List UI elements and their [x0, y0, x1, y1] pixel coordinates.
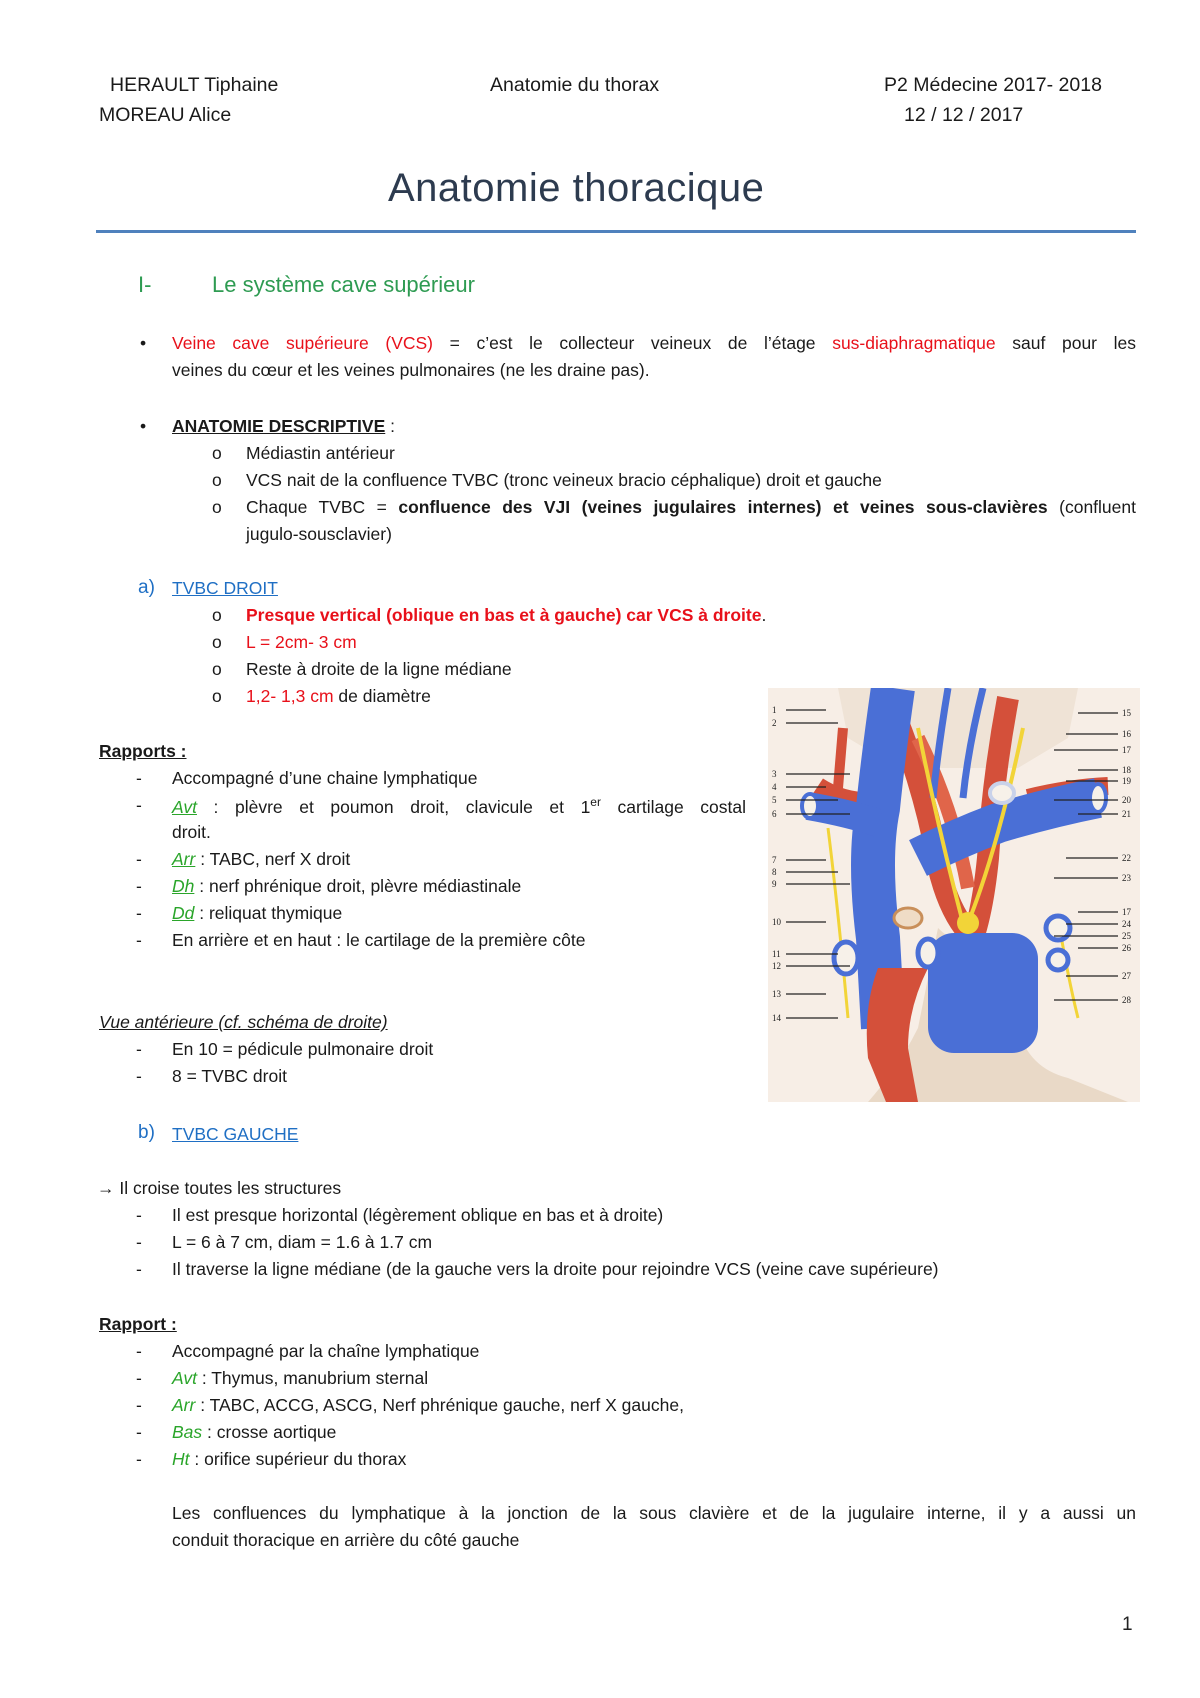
figure-label-right: 19 [1122, 776, 1131, 786]
figure-label-right: 17 [1122, 745, 1131, 755]
figure-label-left: 10 [772, 917, 781, 927]
tvbc-droit-item-1 [246, 605, 766, 626]
figure-label-left: 4 [772, 782, 777, 792]
tvbc-droit-o-2: o [212, 632, 222, 652]
rapports-1-title: Rapports : [99, 741, 187, 761]
vcs-red-term: sus-diaphragmatique [832, 333, 996, 353]
page-title: Anatomie thoracique [388, 166, 765, 210]
figure-label-left: 8 [772, 867, 777, 877]
rapport-2-paragraph-line-1: Les confluences du lymphatique à la jonction de la sous clavière et de la jugulaire interne, il y a aussi un [172, 1503, 1136, 1523]
vue-item-1: En 10 = pédicule pulmonaire droit [172, 1039, 434, 1059]
anat-o-1: o [212, 443, 222, 463]
anat-heading [172, 416, 395, 437]
rapports-1-dash-6: - [136, 930, 142, 950]
figure-label-right: 18 [1122, 765, 1131, 775]
anat-item-3-line-2: jugulo-sousclavier) [246, 524, 392, 544]
tvbc-droit-o-4: o [212, 686, 222, 706]
anat-label: ANATOMIE DESCRIPTIVE [172, 416, 386, 436]
rapport-2-item-3 [172, 1395, 684, 1416]
figure-label-right: 22 [1122, 853, 1131, 863]
rapport-2-arr: Arr [172, 1395, 196, 1415]
tvbc-gauche-intro-line [97, 1178, 341, 1199]
tvbc-droit-item-3: Reste à droite de la ligne médiane [246, 659, 512, 679]
rapports-1-item-2-sup: er [590, 795, 601, 809]
rapport-2-item-2 [172, 1368, 428, 1389]
rapports-1-dh: Dh [172, 876, 195, 896]
rapports-1-dash-2: - [136, 795, 142, 815]
figure-label-left: 9 [772, 879, 777, 889]
anat-item-3-bold: confluence des VJI (veines jugulaires internes) et veines sous-clavières [398, 497, 1048, 517]
tvbc-droit-o-3: o [212, 659, 222, 679]
anat-o-2: o [212, 470, 222, 490]
rapport-2-item-2-text: : Thymus, manubrium sternal [196, 1368, 429, 1388]
figure-label-left: 3 [772, 769, 777, 779]
tvbc-gauche-item-1: Il est presque horizontal (légèrement oblique en bas et à droite) [172, 1205, 664, 1225]
rapport-2-item-4 [172, 1422, 336, 1443]
author-2: MOREAU Alice [99, 104, 232, 126]
bullet-anat: • [140, 416, 147, 436]
vue-item-2: 8 = TVBC droit [172, 1066, 287, 1086]
tvbc-gauche-dash-1: - [136, 1205, 142, 1225]
rapport-2-dash-1: - [136, 1341, 142, 1361]
figure-label-right: 24 [1122, 919, 1131, 929]
rapport-2-dash-5: - [136, 1449, 142, 1469]
rapports-1-item-5-text: : reliquat thymique [194, 903, 343, 923]
vessel-section-5 [990, 783, 1014, 803]
figure-label-right: 23 [1122, 873, 1131, 883]
rapports-1-item-2-line-2: droit. [172, 822, 211, 842]
figure-label-right: 28 [1122, 995, 1131, 1005]
rapport-2-title: Rapport : [99, 1314, 177, 1334]
rapport-2-item-3-text: : TABC, ACCG, ASCG, Nerf phrénique gauche, nerf X gauche, [195, 1395, 684, 1415]
vue-dash-2: - [136, 1066, 142, 1086]
tvbc-droit-item-4-red: 1,2- 1,3 cm [246, 686, 334, 706]
anatomy-figure [768, 688, 1140, 1102]
figure-label-right: 27 [1122, 971, 1131, 981]
rapports-1-dash-5: - [136, 903, 142, 923]
rapport-2-dash-4: - [136, 1422, 142, 1442]
tvbc-droit-item-1-dot: . [761, 605, 767, 625]
figure-label-right: 15 [1122, 708, 1131, 718]
anat-colon: : [385, 416, 395, 436]
section-number: I- [138, 272, 152, 297]
program-name: P2 Médecine 2017- 2018 [884, 74, 1102, 96]
tvbc-droit-letter: a) [138, 577, 155, 598]
anat-item-1: Médiastin antérieur [246, 443, 395, 463]
rapport-2-ht: Ht [172, 1449, 190, 1469]
figure-label-left: 2 [772, 718, 777, 728]
tvbc-droit-item-1-text: Presque vertical (oblique en bas et à gauche) car VCS à droite [246, 605, 762, 625]
anat-item-2: VCS nait de la confluence TVBC (tronc veineux bracio céphalique) droit et gauche [246, 470, 882, 490]
figure-label-left: 7 [772, 855, 777, 865]
rapports-1-avt: Avt [172, 796, 197, 817]
tvbc-droit-o-1: o [212, 605, 222, 625]
rapport-2-dash-2: - [136, 1368, 142, 1388]
rapports-1-item-2 [172, 795, 746, 818]
anat-item-3-a: Chaque TVBC = [246, 497, 399, 517]
figure-label-right: 16 [1122, 729, 1131, 739]
rapport-2-item-1: Accompagné par la chaîne lymphatique [172, 1341, 480, 1361]
tvbc-droit-item-2: L = 2cm- 3 cm [246, 632, 357, 652]
rapports-1-item-2-a: : plèvre et poumon droit, clavicule et 1 [196, 796, 591, 817]
document-date: 12 / 12 / 2017 [904, 104, 1024, 126]
vue-dash-1: - [136, 1039, 142, 1059]
figure-label-right: 21 [1122, 809, 1131, 819]
rapports-1-item-3-text: : TABC, nerf X droit [195, 849, 351, 869]
vcs-line-2: veines du cœur et les veines pulmonaires (ne les draine pas). [172, 360, 650, 380]
tvbc-gauche-dash-3: - [136, 1259, 142, 1279]
figure-label-left: 14 [772, 1013, 781, 1023]
rapports-1-dash-4: - [136, 876, 142, 896]
vcs-text-b: sauf pour les [995, 333, 1137, 353]
rapports-1-arr: Arr [172, 849, 196, 869]
tvbc-gauche-item-3: Il traverse la ligne médiane (de la gauche vers la droite pour rejoindre VCS (veine cave supérieure) [172, 1259, 939, 1279]
vcs-text-a: = c’est le collecteur veineux de l’étage [433, 333, 833, 353]
rapports-1-dash-1: - [136, 768, 142, 788]
arrow-right-icon: → [97, 1178, 115, 1198]
bullet-vcs: • [140, 333, 147, 353]
rapport-2-item-5 [172, 1449, 406, 1470]
vcs-line-1 [172, 333, 1136, 354]
rapports-1-item-3 [172, 849, 350, 870]
figure-label-right: 20 [1122, 795, 1131, 805]
rapport-2-item-5-text: : orifice supérieur du thorax [189, 1449, 407, 1469]
rapport-2-bas: Bas [172, 1422, 203, 1442]
tvbc-droit-title: TVBC DROIT [172, 578, 278, 598]
vessel-section-2 [918, 939, 938, 967]
tvbc-droit-item-4 [246, 686, 431, 707]
rapports-1-item-6: En arrière et en haut : le cartilage de la première côte [172, 930, 586, 950]
superior-vena-cava [928, 933, 1038, 1053]
anat-item-3-b: (confluent [1047, 497, 1136, 517]
rapports-1-item-2-b: cartilage costal [600, 796, 746, 817]
figure-label-left: 11 [772, 949, 781, 959]
figure-label-left: 1 [772, 705, 777, 715]
rapports-1-item-4 [172, 876, 521, 897]
rapport-2-item-4-text: : crosse aortique [202, 1422, 337, 1442]
branch-artery [838, 728, 843, 788]
tvbc-gauche-letter: b) [138, 1122, 155, 1143]
rapports-1-dd: Dd [172, 903, 195, 923]
tvbc-gauche-title: TVBC GAUCHE [172, 1124, 299, 1144]
vessel-section-1 [834, 942, 858, 974]
section-title: Le système cave supérieur [212, 272, 475, 297]
rapports-1-dash-3: - [136, 849, 142, 869]
figure-label-right: 17 [1122, 907, 1131, 917]
lymph-node [894, 908, 922, 928]
tvbc-gauche-dash-2: - [136, 1232, 142, 1252]
rapports-1-item-4-text: : nerf phrénique droit, plèvre médiastinale [194, 876, 522, 896]
anat-item-3 [246, 497, 1136, 518]
rapport-2-dash-3: - [136, 1395, 142, 1415]
vue-title: Vue antérieure (cf. schéma de droite) [99, 1012, 388, 1032]
author-1: HERAULT Tiphaine [110, 74, 279, 96]
figure-label-left: 5 [772, 795, 777, 805]
figure-label-right: 26 [1122, 943, 1131, 953]
vessel-section-7 [1090, 784, 1106, 812]
course-name: Anatomie du thorax [490, 74, 660, 96]
rapports-1-item-5 [172, 903, 342, 924]
vcs-term: Veine cave supérieure (VCS) [172, 333, 433, 353]
rapports-1-item-1: Accompagné d’une chaine lymphatique [172, 768, 478, 788]
tvbc-gauche-intro: Il croise toutes les structures [119, 1178, 342, 1198]
figure-label-left: 6 [772, 809, 777, 819]
page-number: 1 [1122, 1614, 1133, 1635]
tvbc-gauche-item-2: L = 6 à 7 cm, diam = 1.6 à 1.7 cm [172, 1232, 433, 1252]
title-rule [96, 230, 1136, 233]
rapport-2-avt: Avt [172, 1368, 197, 1388]
anat-o-3: o [212, 497, 222, 517]
figure-label-right: 25 [1122, 931, 1131, 941]
figure-label-left: 13 [772, 989, 781, 999]
rapport-2-paragraph-line-2: conduit thoracique en arrière du côté gauche [172, 1530, 520, 1550]
figure-label-left: 12 [772, 961, 781, 971]
nerve-plexus [957, 912, 979, 934]
vessel-section-4 [1048, 950, 1068, 970]
tvbc-droit-item-4-rest: de diamètre [333, 686, 431, 706]
